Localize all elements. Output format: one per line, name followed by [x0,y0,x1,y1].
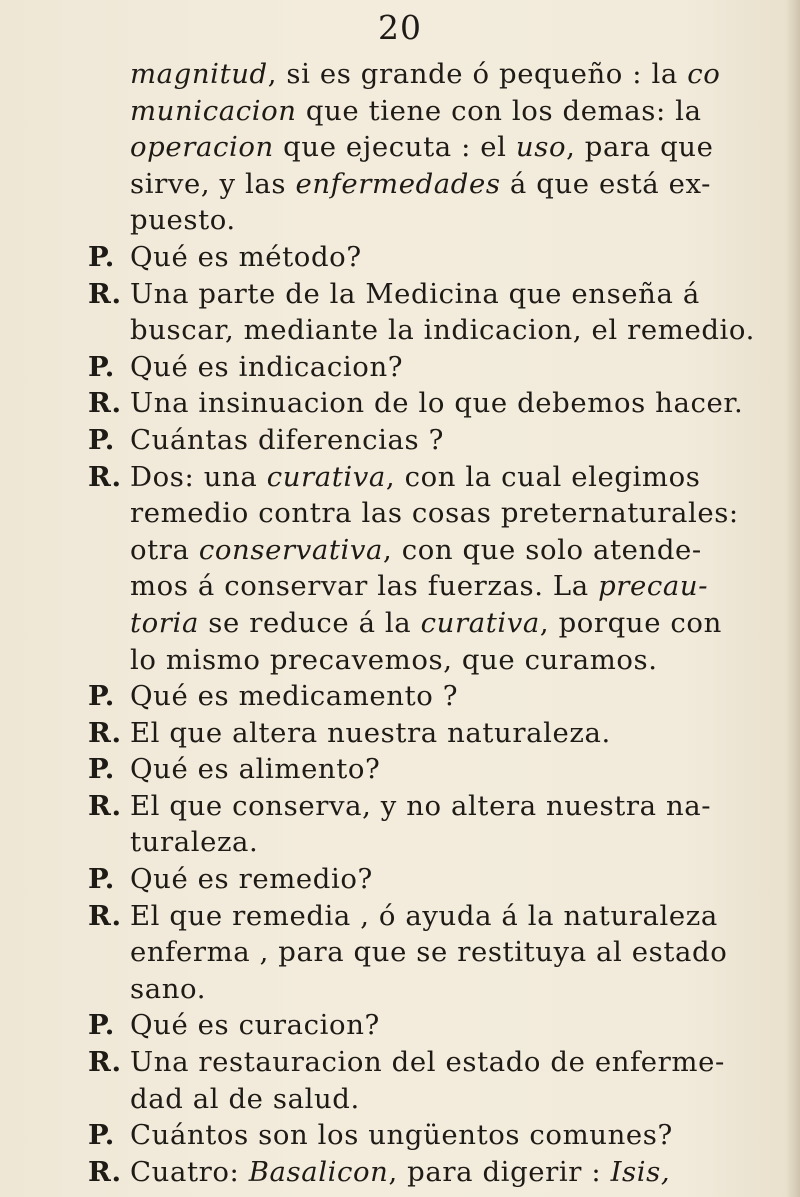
answer-text: mos á conservar las fuerzas. La [130,570,599,603]
text-line [88,129,768,166]
text-run: sirve, y las [130,167,296,200]
answer-line [88,898,768,935]
answer-line [88,1081,768,1118]
answer-text: lo mismo precavemos, que curamos. [130,643,658,676]
answer-label: R. [88,1046,122,1079]
answer-line [88,642,768,679]
answer-text: sano. [130,972,207,1005]
question-line [88,1117,768,1154]
answer-line [88,532,768,569]
answer-text: , porque con [539,606,722,639]
answer-text: El que altera nuestra naturaleza. [130,716,611,749]
answer-text: Dos: una [130,460,267,493]
answer-line [88,1154,768,1191]
answer-line [88,1044,768,1081]
answer-text: , con la cual elegimos [385,460,701,493]
question-label: P. [88,1009,115,1042]
italic-term: curativa [420,606,540,639]
question-label: P. [88,240,115,273]
answer-label: R. [88,716,122,749]
text-line [88,93,768,130]
question-line [88,1007,768,1044]
answer-text: buscar, mediante la indicacion, el remedio. [130,314,755,347]
answer-line [88,605,768,642]
question-line [88,751,768,788]
answer-label: R. [88,277,122,310]
answer-label: R. [88,1155,122,1188]
text-line [88,56,768,93]
text-run: que tiene con los demas: la [296,94,702,127]
text-run: , si es grande ó pequeño : la [267,58,688,90]
answer-text: turaleza. [130,826,259,859]
answer-line [88,971,768,1008]
answer-text: Cuatro: [130,1155,249,1188]
answer-text: otra [130,533,199,566]
answer-text: El que remedia , ó ayuda á la naturaleza [130,899,718,932]
italic-term: conservativa [198,533,384,566]
answer-text: remedio contra las cosas preternaturales: [130,497,739,530]
answer-label: R. [88,899,122,932]
text-line [88,202,768,239]
question-label: P. [88,863,115,896]
italic-term: co [687,58,721,90]
answer-label: R. [88,789,122,822]
answer-text: enferma , para que se restituya al estado [130,936,728,969]
question-text: Cuántos son los ungüentos comunes? [130,1119,673,1152]
answer-line [88,824,768,861]
text-run: puesto. [130,204,236,237]
question-line [88,861,768,898]
question-line [88,239,768,276]
italic-term: enfermedades [295,167,501,200]
answer-line [88,385,768,422]
answer-line [88,934,768,971]
text-line [88,166,768,203]
italic-term: precau- [598,570,709,603]
question-text: Qué es medicamento ? [130,680,459,713]
page-number: 20 [378,8,422,47]
answer-line [88,312,768,349]
answer-label: R. [88,387,122,420]
question-text: Qué es indicacion? [130,350,404,383]
italic-term: operacion [130,131,274,164]
answer-line [88,459,768,496]
question-text: Qué es método? [130,240,362,273]
page-edge-shadow [786,0,800,1197]
question-text: Qué es curacion? [130,1009,380,1042]
answer-text: El que conserva, y no altera nuestra na- [130,789,712,822]
text-run: á que está ex- [500,167,711,200]
italic-term: curativa [266,460,386,493]
question-label: P. [88,753,115,786]
question-text: Qué es alimento? [130,753,381,786]
answer-text: se reduce á la [198,606,421,639]
question-label: P. [88,423,115,456]
question-line [88,678,768,715]
text-run: , para que [566,131,714,164]
page-text [88,56,768,1190]
question-line [88,349,768,386]
question-label: P. [88,1119,115,1152]
answer-text: Una insinuacion de lo que debemos hacer. [130,387,744,420]
question-text: Qué es remedio? [130,863,373,896]
answer-text: , con que solo atende- [383,533,702,566]
answer-text: , para digerir : [388,1155,611,1188]
italic-term: municacion [130,94,297,127]
answer-text: Una restauracion del estado de enferme- [130,1046,725,1079]
question-text: Cuántas diferencias ? [130,423,444,456]
question-line [88,422,768,459]
answer-text: dad al de salud. [130,1082,360,1115]
answer-line [88,715,768,752]
answer-text: Una parte de la Medicina que enseña á [130,277,700,310]
italic-term: Isis, [610,1155,671,1188]
answer-label: R. [88,460,122,493]
italic-term: magnitud [130,58,268,90]
italic-term: uso [515,131,567,164]
italic-term: toria [130,606,199,639]
answer-line [88,495,768,532]
answer-line [88,568,768,605]
answer-line [88,788,768,825]
question-label: P. [88,680,115,713]
answer-line [88,276,768,313]
question-label: P. [88,350,115,383]
italic-term: Basalicon [248,1155,389,1188]
text-run: que ejecuta : el [273,131,516,164]
